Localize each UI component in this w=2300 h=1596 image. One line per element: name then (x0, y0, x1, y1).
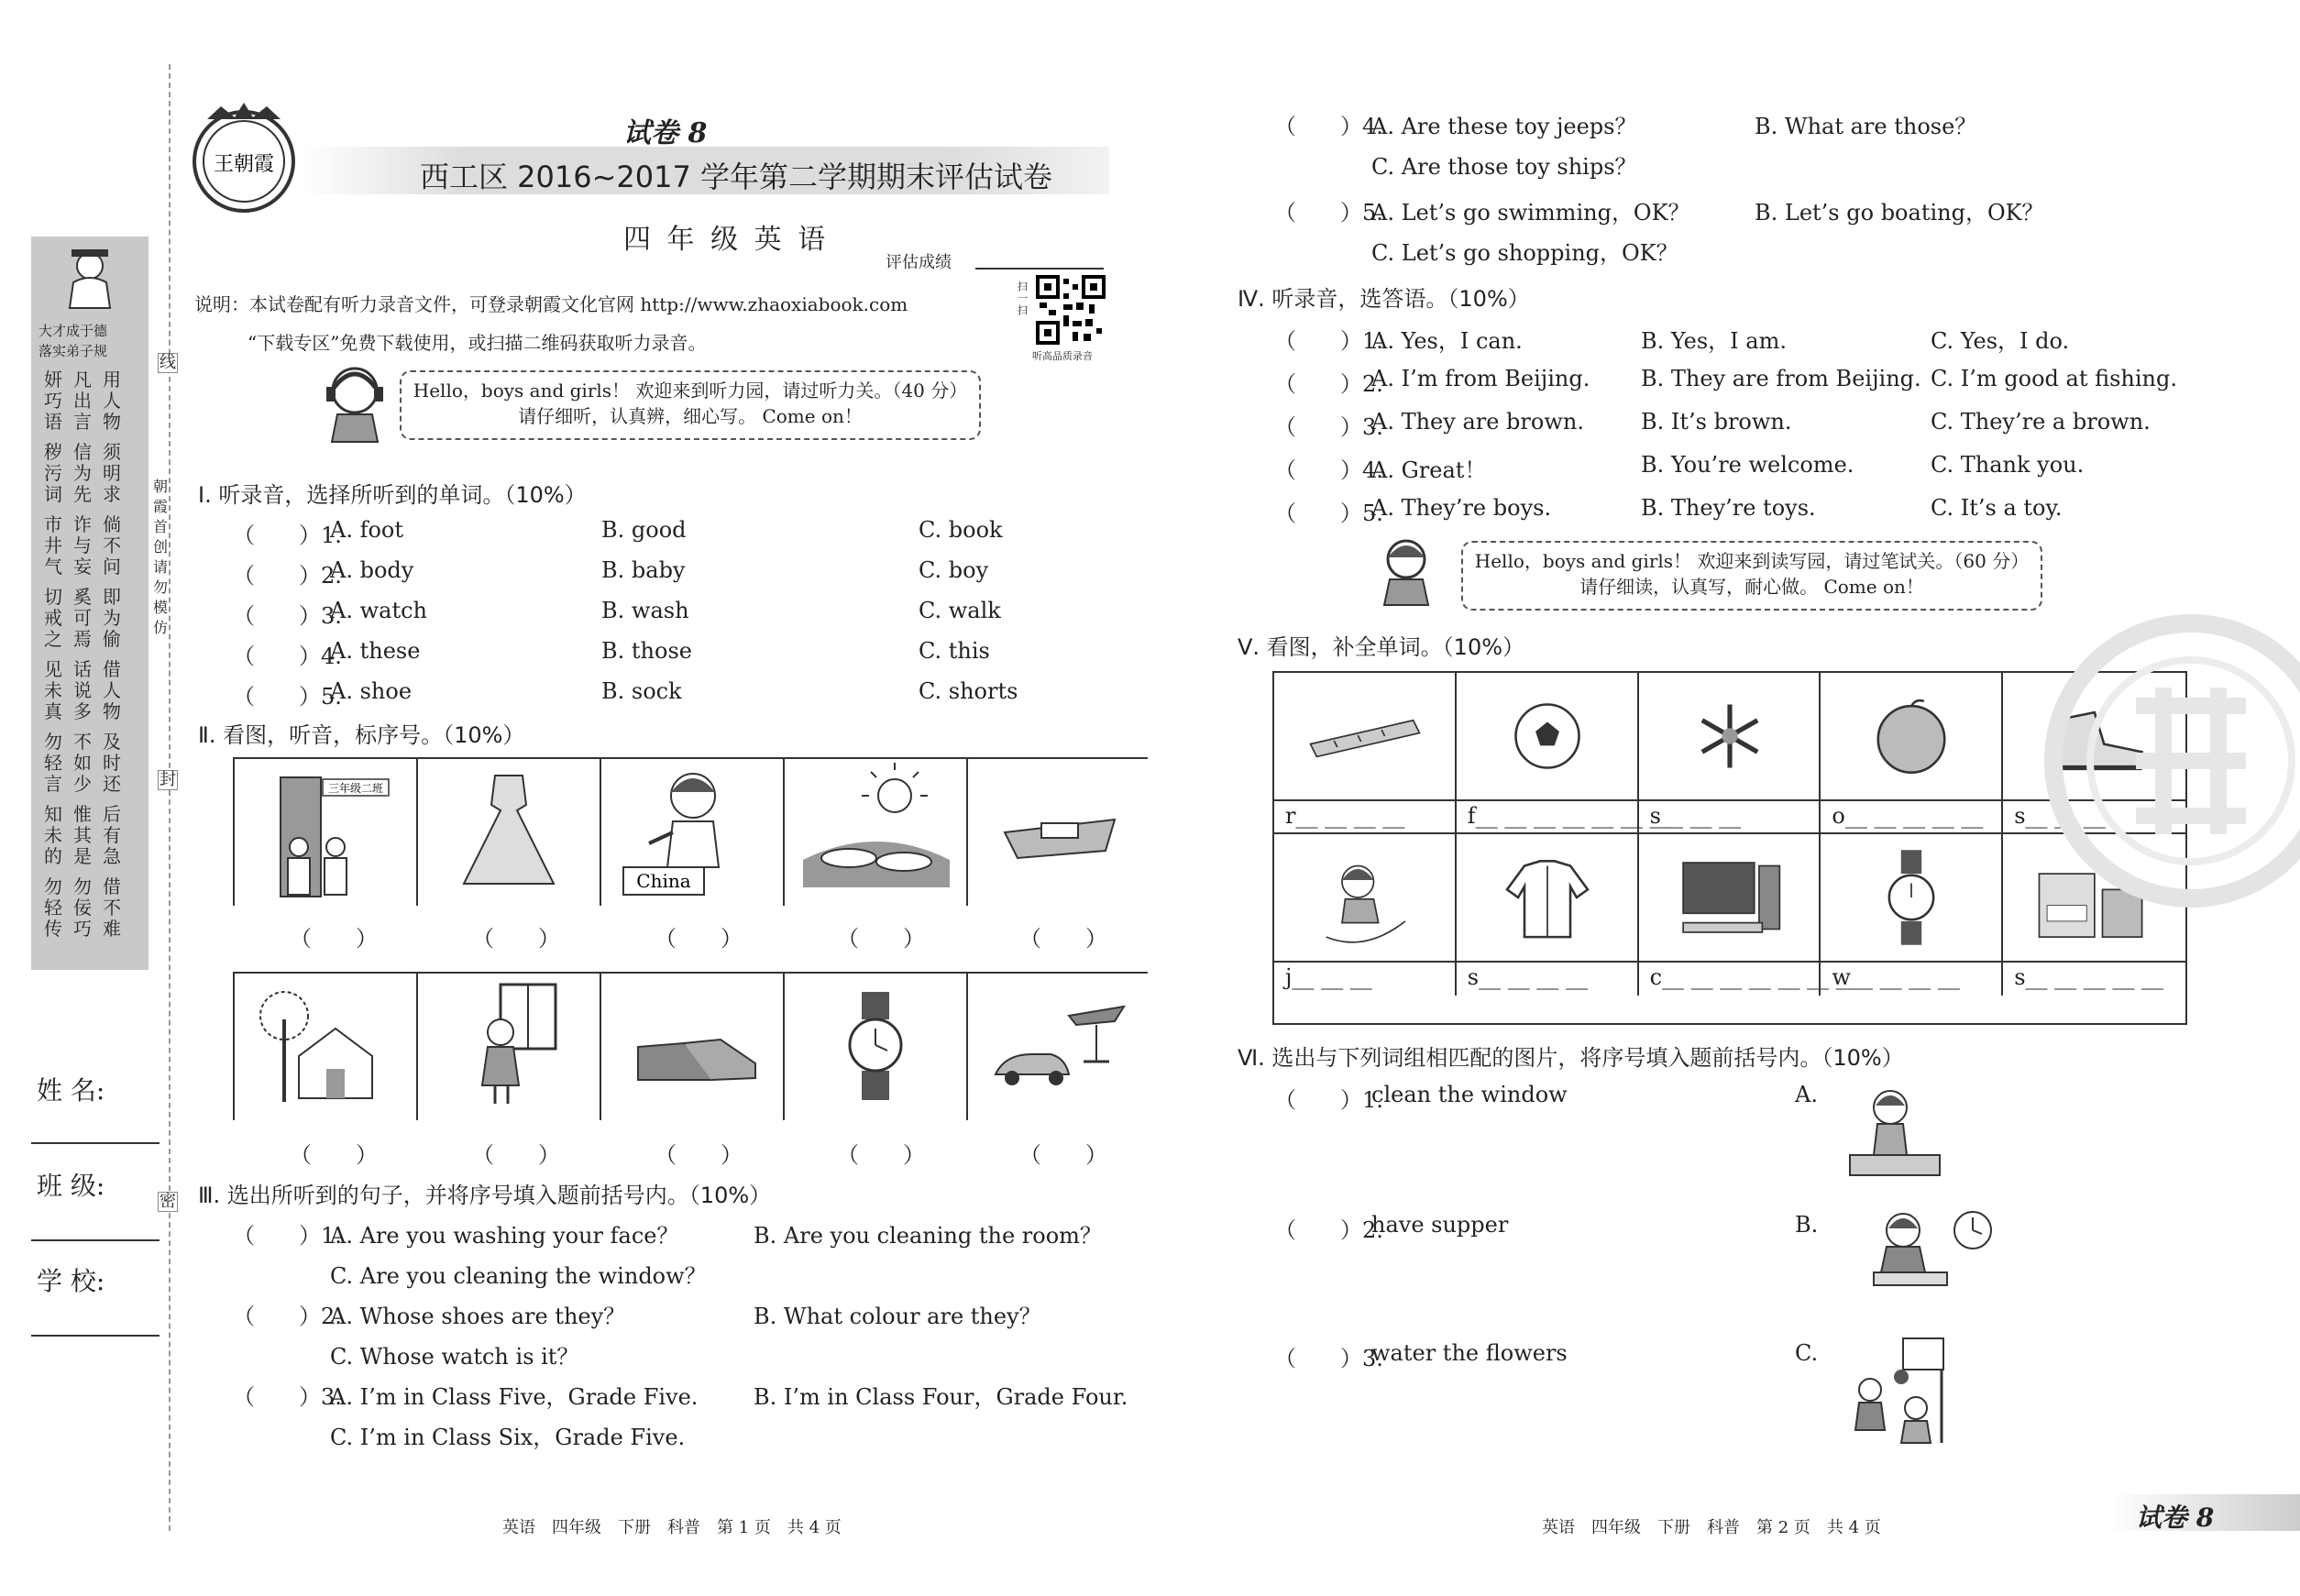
logo-text: 王朝霞 (213, 153, 275, 176)
motto-column-2 (73, 369, 92, 940)
corner-series-label: 试卷 8 (2136, 1502, 2215, 1533)
word-blank[interactable]: s__ __ __ __ (1467, 964, 1588, 990)
name-label: 姓 名: (37, 1075, 105, 1106)
motto-char: 勿 (44, 875, 62, 897)
exam-title: 西工区 2016~2017 学年第二学期期末评估试卷 (420, 160, 1053, 194)
motto-char: 传 (44, 918, 62, 940)
section-5-picture-cell (1639, 834, 1821, 963)
motto-char: 物 (103, 700, 121, 722)
option-a: A. They’re boys. (1371, 495, 1552, 521)
binding-dashed-line (169, 64, 171, 1531)
motto-char: 是 (73, 845, 92, 867)
section-6-title: Ⅵ. 选出与下列词组相匹配的图片，将序号填入题前括号内。（10%） (1238, 1045, 1904, 1071)
option-a: A. these (330, 638, 421, 664)
option-a: A. Whose shoes are they？ (330, 1304, 626, 1329)
motto-char: 出 (73, 390, 92, 412)
option-c: C. I’m in Class Six，Grade Five. (330, 1425, 686, 1450)
section-5-blank-cell (1274, 963, 1457, 996)
section-2-pic-9 (785, 974, 968, 1120)
motto-char: 气 (44, 556, 62, 578)
section-5-blank-cell (1821, 963, 2003, 996)
option-b-image (1870, 1206, 1998, 1289)
motto-char: 其 (73, 824, 92, 846)
motto-char: 未 (44, 679, 62, 701)
motto-char: 借 (103, 875, 121, 897)
jumping-girl-icon (1274, 834, 1456, 961)
section-2-row-1 (233, 757, 1148, 906)
motto-char: 奚 (73, 586, 92, 608)
section-5-blank-cell (2003, 963, 2185, 996)
side-mark-seal: 封 (160, 770, 176, 789)
word-blank[interactable]: j__ __ __ (1285, 964, 1372, 990)
qr-caption-top: 扫一扫 (1018, 281, 1028, 316)
motto-char: 焉 (73, 628, 92, 650)
word-blank[interactable]: f__ __ __ __ __ __ __ (1467, 803, 1672, 829)
dress-icon (418, 759, 600, 902)
motto-char: 后 (103, 803, 121, 825)
option-c-image (1843, 1335, 1953, 1445)
motto-char: 急 (103, 845, 121, 867)
snowflake-icon (1639, 673, 1821, 799)
motto-char: 用 (103, 369, 121, 391)
motto-char: 见 (44, 658, 62, 680)
motto-char: 妄 (73, 556, 92, 578)
note-line-1: 说明：本试卷配有听力录音文件，可登录朝霞文化官网 http://www.zhaoxiabook.com (194, 293, 908, 315)
motto-char: 勿 (73, 875, 92, 897)
football-icon (1457, 673, 1638, 799)
section-5-blank-cell (1457, 963, 1639, 996)
motto-char: 明 (103, 462, 121, 484)
reading-intro-line2: 请仔细读，认真写，耐心做。 Come on！ (1579, 576, 1924, 598)
answer-bracket[interactable]: （ ）4. (1274, 114, 1383, 139)
option-c: C. book (919, 517, 1003, 543)
section-5-blank-cell (1639, 801, 1821, 834)
option-a: A. Are these toy jeeps？ (1371, 114, 1637, 139)
word-blank[interactable]: c__ __ __ __ __ __ __ (1649, 964, 1858, 990)
motto-char: 如 (73, 752, 92, 774)
subject-title: 四 年 级 英 语 (623, 224, 830, 256)
answer-bracket[interactable]: （ ） (472, 926, 560, 952)
section-5-picture-cell (1274, 673, 1457, 801)
boy-pointing-icon (601, 759, 783, 902)
motto-char: 戒 (44, 607, 62, 629)
school-field[interactable] (31, 1335, 160, 1337)
option-b: B. It’s brown. (1641, 409, 1792, 435)
option-b: B. baby (601, 557, 686, 583)
motto-char: 为 (103, 607, 121, 629)
motto-char: 知 (44, 803, 62, 825)
section-2-pic-5 (968, 759, 1150, 906)
toy-car-plane-icon (968, 974, 1150, 1117)
option-c: C. Whose watch is it？ (330, 1344, 579, 1370)
section-5-blank-cell (1821, 801, 2003, 834)
listening-intro-bubble (400, 370, 981, 440)
option-a: A. Let’s go swimming，OK？ (1371, 200, 1690, 226)
section-4-title: Ⅳ. 听录音，选答语。（10%） (1238, 286, 1530, 312)
answer-bracket[interactable]: （ ） (837, 1142, 925, 1168)
option-c: C. this (919, 638, 990, 664)
score-label: 评估成绩 (886, 253, 952, 272)
section-2-pic-3 (601, 759, 785, 906)
answer-bracket[interactable]: （ ） (1019, 926, 1107, 952)
answer-bracket[interactable]: （ ）3. (1274, 1346, 1383, 1371)
classroom-door-icon (235, 759, 416, 902)
footer-left: 英语 四年级 下册 科普 第 1 页 共 4 页 (502, 1518, 842, 1537)
motto-char: 惟 (73, 803, 92, 825)
motto-column-1 (44, 369, 62, 940)
word-blank[interactable]: s__ __ __ (2014, 803, 2106, 829)
reading-intro-bubble (1461, 541, 2042, 611)
option-c: C. Are you cleaning the window？ (330, 1263, 707, 1289)
shirt-icon (1457, 834, 1638, 961)
answer-bracket[interactable]: （ ） (655, 926, 743, 952)
motto-char: 切 (44, 586, 62, 608)
answer-bracket[interactable]: （ ）4. (1274, 457, 1383, 483)
answer-bracket[interactable]: （ ） (655, 1142, 743, 1168)
qr-code-icon[interactable] (1036, 275, 1106, 345)
option-c: C. walk (919, 598, 1001, 623)
answer-bracket[interactable]: （ ）2. (233, 1304, 342, 1329)
section-5-picture-cell (1821, 834, 2003, 963)
answer-bracket[interactable]: （ ）1. (233, 523, 342, 548)
side-mark-secret: 密 (160, 1192, 176, 1211)
motto-char: 凡 (73, 369, 92, 391)
motto-2: 落实弟子规 (39, 343, 108, 359)
answer-bracket[interactable]: （ ） (837, 926, 925, 952)
footer-right: 英语 四年级 下册 科普 第 2 页 共 4 页 (1542, 1518, 1881, 1537)
option-a: A. Are you washing your face？ (330, 1223, 679, 1249)
section-5-title: Ⅴ. 看图，补全单词。（10%） (1238, 634, 1525, 660)
motto-char: 为 (73, 462, 92, 484)
motto-char: 词 (44, 483, 62, 505)
motto-char: 巧 (44, 390, 62, 412)
option-b: B. those (601, 638, 692, 664)
option-b: B. I’m in Class Four，Grade Four. (754, 1384, 1128, 1410)
motto-char: 问 (103, 556, 121, 578)
answer-bracket[interactable]: （ ）2. (1274, 371, 1383, 397)
word-blank[interactable]: s__ __ __ (1649, 803, 1742, 829)
option-c: C. I’m good at fishing. (1931, 366, 2178, 391)
section-2-pic-8 (601, 974, 785, 1120)
answer-bracket[interactable]: （ ） (1019, 1142, 1107, 1168)
classroom-sign: 三年级二班 (327, 782, 384, 795)
section-2-pic-1 (235, 759, 418, 906)
school-label: 学 校: (37, 1266, 105, 1296)
motto-char: 偷 (103, 628, 121, 650)
word-blank[interactable]: r__ __ __ __ (1285, 803, 1405, 829)
option-a: A. They are brown. (1371, 409, 1584, 435)
motto-char: 妍 (44, 369, 62, 391)
option-a: A. foot (330, 517, 404, 543)
motto-char: 佞 (73, 897, 92, 919)
option-a: A. watch (330, 598, 427, 623)
motto-char: 不 (73, 731, 92, 753)
motto-char: 言 (44, 773, 62, 795)
option-c: C. Are those toy ships？ (1371, 154, 1637, 180)
motto-char: 未 (44, 824, 62, 846)
motto-char: 不 (103, 897, 121, 919)
answer-bracket[interactable]: （ ）4. (233, 644, 342, 669)
motto-char: 话 (73, 658, 92, 680)
qr-caption-bottom: 听高品质录音 (1032, 350, 1093, 362)
option-a-image (1844, 1082, 1945, 1179)
answer-bracket[interactable]: （ ）3. (233, 603, 342, 629)
answer-bracket[interactable]: （ ）5. (233, 684, 342, 710)
section-5-picture-cell (1821, 673, 2003, 801)
answer-bracket[interactable]: （ ） (290, 926, 378, 952)
sunbathing-icon (785, 759, 966, 902)
motto-char: 求 (103, 483, 121, 505)
option-a: A. body (330, 557, 414, 583)
answer-bracket[interactable]: （ ）3. (233, 1384, 342, 1410)
listening-intro-line1: Hello，boys and girls！ 欢迎来到听力园，请过听力关。（40 分） (413, 380, 968, 402)
option-b: B. They’re toys. (1641, 495, 1816, 521)
answer-bracket[interactable]: （ ）2. (233, 563, 342, 589)
answer-bracket[interactable]: （ ）1. (1274, 328, 1383, 354)
motto-char: 与 (73, 534, 92, 556)
answer-bracket[interactable]: （ ） (290, 1142, 378, 1168)
option-label: A. (1795, 1082, 1818, 1107)
series-label: 试卷 8 (623, 117, 708, 149)
toy-boat-icon (968, 759, 1150, 902)
shoes-icon (601, 974, 783, 1117)
option-label: B. (1795, 1212, 1819, 1238)
option-b: B. What colour are they？ (754, 1304, 1041, 1329)
motto-char: 还 (103, 773, 121, 795)
option-b: B. You’re welcome. (1641, 452, 1854, 478)
motto-char: 污 (44, 462, 62, 484)
motto-char: 真 (44, 700, 62, 722)
section-5-blank-cell (1457, 801, 1672, 834)
motto-char: 信 (73, 441, 92, 463)
option-c: C. Thank you. (1931, 452, 2085, 478)
section-2-pic-4 (785, 759, 968, 906)
motto-char: 说 (73, 679, 92, 701)
motto-char: 须 (103, 441, 121, 463)
section-2-title: Ⅱ. 看图，听音，标序号。（10%） (198, 722, 525, 748)
motto-char: 时 (103, 752, 121, 774)
motto-char: 人 (103, 390, 121, 412)
section-5-picture-cell (1457, 673, 1639, 801)
phrase: have supper (1371, 1212, 1509, 1238)
motto-char: 巧 (73, 918, 92, 940)
name-field[interactable] (31, 1142, 160, 1144)
class-label: 班 级: (37, 1171, 105, 1201)
phrase: water the flowers (1371, 1340, 1568, 1366)
option-b: B. Yes，I am. (1641, 328, 1787, 354)
girl-headphones-icon (323, 363, 387, 444)
section-5-blank-cell (1274, 801, 1457, 834)
option-b: B. good (601, 517, 687, 543)
word-blank[interactable]: w__ __ __ __ (1832, 964, 1960, 990)
orange-icon (1821, 673, 2002, 799)
word-blank[interactable]: s__ __ __ __ __ (2014, 964, 2164, 990)
motto-char: 多 (73, 700, 92, 722)
option-b: B. What are those？ (1755, 114, 1977, 139)
motto-char: 有 (103, 824, 121, 846)
option-c: C. They’re a brown. (1931, 409, 2151, 435)
section-5-picture-cell (1639, 673, 1821, 801)
scholar-icon (62, 246, 117, 310)
listening-intro-line2: 请仔细听，认真辨，细心写。 Come on！ (518, 405, 863, 427)
motto-char: 语 (44, 411, 62, 433)
option-b: B. wash (601, 598, 689, 623)
motto-char: 秽 (44, 441, 62, 463)
section-1-title: Ⅰ. 听录音，选择所听到的单词。（10%） (198, 482, 587, 508)
option-c: C. shorts (919, 678, 1018, 704)
score-field[interactable] (975, 268, 1104, 270)
option-b: B. Let’s go boating，OK？ (1755, 200, 2044, 226)
option-a: A. Great！ (1371, 457, 1487, 483)
motto-char: 借 (103, 658, 121, 680)
option-c: C. Let’s go shopping，OK？ (1371, 240, 1678, 266)
motto-1: 大才成于德 (39, 323, 108, 339)
class-field[interactable] (31, 1239, 160, 1241)
motto-char: 少 (73, 773, 92, 795)
ruler-icon (1274, 673, 1456, 799)
answer-bracket[interactable]: （ ）1. (1274, 1087, 1383, 1113)
option-c: C. Yes，I do. (1931, 328, 2070, 354)
option-a: A. I’m in Class Five，Grade Five. (330, 1384, 699, 1410)
phrase: clean the window (1371, 1082, 1568, 1107)
motto-char: 市 (44, 513, 62, 535)
girl-reading-icon (1379, 537, 1434, 607)
option-b: B. sock (601, 678, 682, 704)
option-a: A. Yes，I can. (1371, 328, 1523, 354)
section-5-picture-cell (1457, 834, 1639, 963)
option-a: A. I’m from Beijing. (1371, 366, 1590, 391)
option-c: C. boy (919, 557, 989, 583)
motto-char: 轻 (44, 897, 62, 919)
answer-bracket[interactable]: （ ）2. (1274, 1217, 1383, 1243)
motto-char: 即 (103, 586, 121, 608)
motto-char: 人 (103, 679, 121, 701)
motto-char: 的 (44, 845, 62, 867)
vertical-note: 朝霞首创 请勿模仿 (152, 478, 168, 636)
zhaoxia-logo (180, 99, 308, 218)
motto-column-3 (103, 369, 121, 940)
motto-char: 难 (103, 918, 121, 940)
motto-char: 言 (73, 411, 92, 433)
motto-char: 井 (44, 534, 62, 556)
option-b: B. They are from Beijing. (1641, 366, 1921, 391)
motto-sidebar (31, 237, 149, 970)
motto-char: 先 (73, 483, 92, 505)
girl-window-icon (418, 974, 600, 1117)
china-label: China (636, 870, 691, 892)
section-5-picture-cell (1274, 834, 1457, 963)
answer-bracket[interactable]: （ ） (472, 1142, 560, 1168)
motto-char: 倘 (103, 513, 121, 535)
section-2-row-2 (233, 972, 1148, 1120)
wristwatch-icon (1821, 834, 2002, 961)
side-mark-line: 线 (160, 353, 176, 372)
answer-bracket[interactable]: （ ）5. (1274, 501, 1383, 526)
watch-icon (785, 974, 966, 1117)
section-2-pic-6 (235, 974, 418, 1120)
motto-char: 不 (103, 534, 121, 556)
reading-intro-line1: Hello，boys and girls！ 欢迎来到读写园，请过笔试关。（60 分） (1474, 550, 2030, 572)
section-2-pic-7 (418, 974, 601, 1120)
computer-icon (1639, 834, 1821, 961)
answer-bracket[interactable]: （ ）1. (233, 1223, 342, 1249)
motto-char: 物 (103, 411, 121, 433)
option-a: A. shoe (330, 678, 413, 704)
word-blank[interactable]: o__ __ __ __ __ (1832, 803, 1984, 829)
house-tree-icon (235, 974, 416, 1117)
option-b: B. Are you cleaning the room？ (754, 1223, 1102, 1249)
note-line-2: “下载专区”免费下载使用，或扫描二维码获取听力录音。 (248, 332, 707, 354)
motto-char: 诈 (73, 513, 92, 535)
section-5-blank-cell (1639, 963, 1858, 996)
answer-bracket[interactable]: （ ）5. (1274, 200, 1383, 226)
option-label: C. (1795, 1340, 1819, 1366)
watermark-seal-icon (2026, 605, 2300, 917)
motto-char: 勿 (44, 731, 62, 753)
option-c: C. It’s a toy. (1931, 495, 2063, 521)
motto-char: 及 (103, 731, 121, 753)
answer-bracket[interactable]: （ ）3. (1274, 414, 1383, 440)
motto-char: 可 (73, 607, 92, 629)
motto-char: 轻 (44, 752, 62, 774)
section-3-title: Ⅲ. 选出所听到的句子，并将序号填入题前括号内。（10%） (198, 1183, 772, 1208)
section-2-pic-2 (418, 759, 601, 906)
section-2-pic-10 (968, 974, 1150, 1120)
motto-char: 之 (44, 628, 62, 650)
